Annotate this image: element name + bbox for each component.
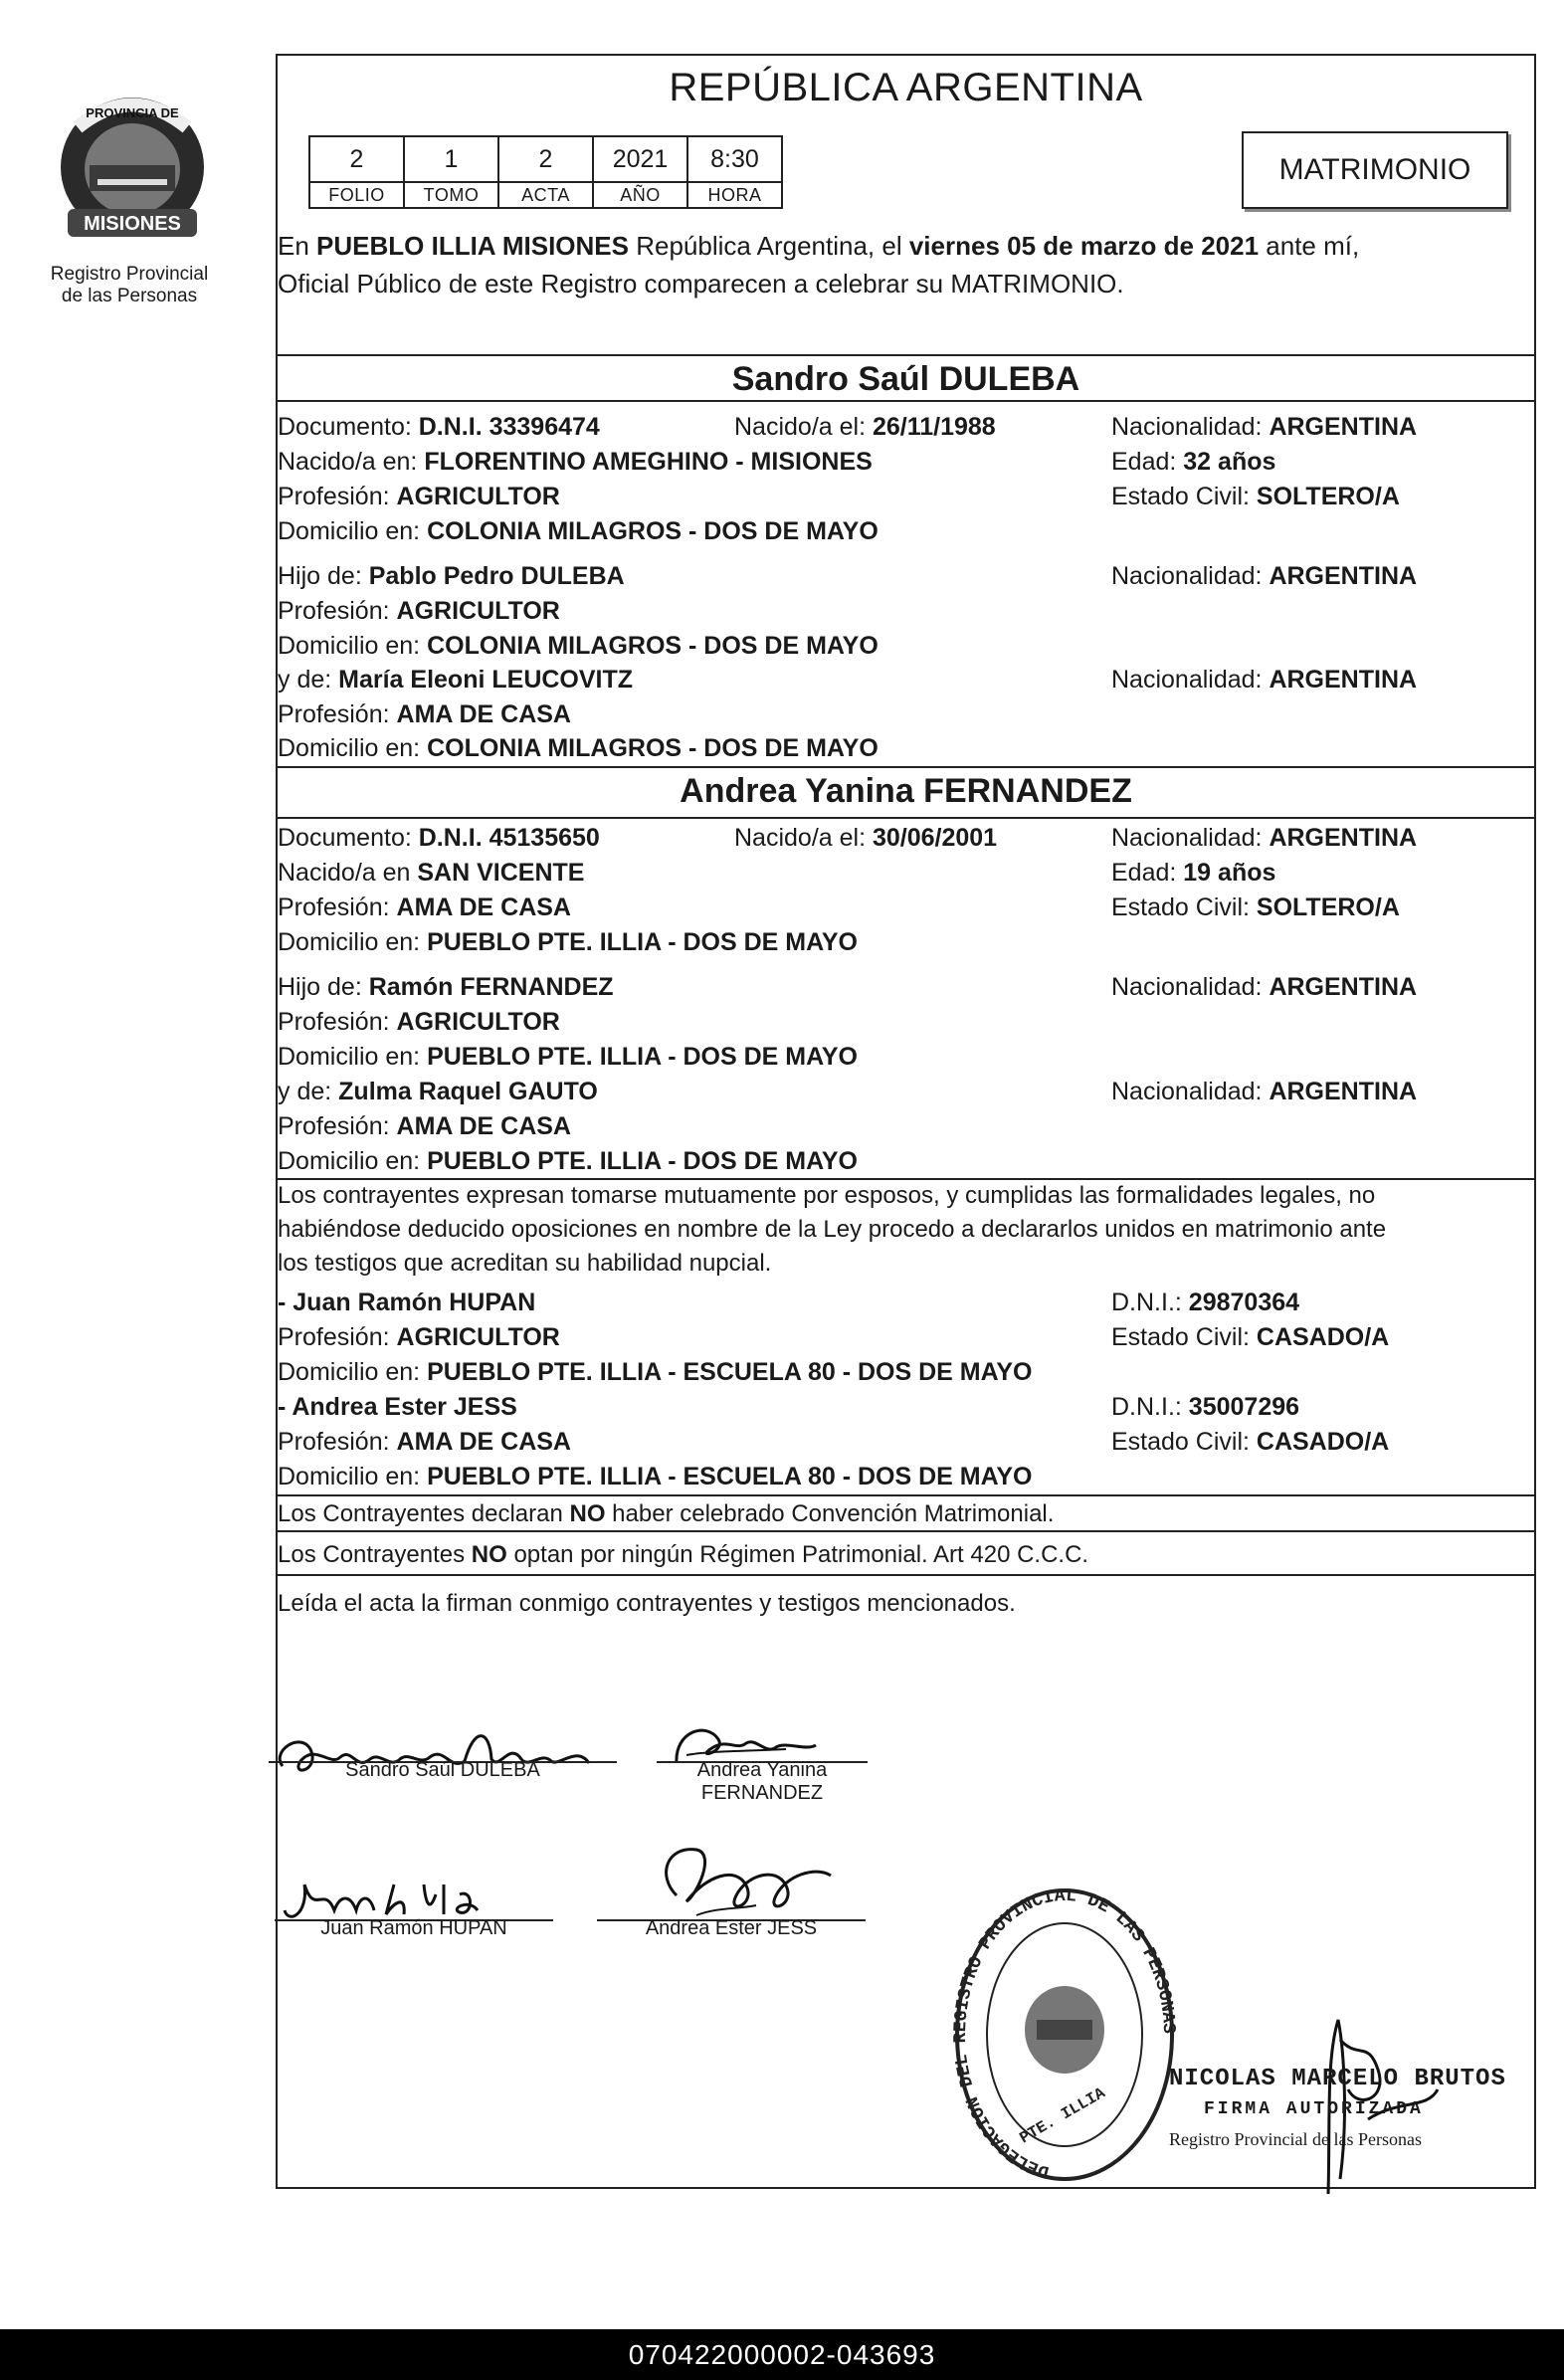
witness2-address: [278, 1462, 1032, 1491]
signature-caption-andrea-yanina: [657, 1759, 868, 1805]
field-value: COLONIA MILAGROS - DOS DE MAYO: [427, 734, 879, 762]
field-label: Nacido/a el:: [734, 824, 873, 852]
field-label: Nacido/a el:: [734, 413, 873, 441]
field-label: Profesión:: [278, 483, 397, 510]
divider: [276, 354, 1536, 356]
field-value: 30/06/2001: [872, 824, 998, 852]
field-label: y de:: [278, 666, 339, 694]
field-label: Hijo de:: [278, 562, 369, 590]
logo-caption-line1: Registro Provincial: [50, 264, 209, 285]
field-label: Domicilio en:: [278, 517, 428, 545]
regime-statement: [278, 1540, 1088, 1570]
field-value: SOLTERO/A: [1256, 483, 1400, 510]
field-value: D.N.I. 45135650: [418, 824, 600, 852]
seal-text-bottom: MISIONES: [84, 213, 181, 235]
field-label: y de:: [278, 1078, 339, 1105]
folio-value: 2: [309, 136, 404, 182]
field-value: PUEBLO PTE. ILLIA - DOS DE MAYO: [427, 1043, 858, 1071]
spouse1-birthdate: [734, 412, 996, 442]
spouse2-father-address: [278, 1042, 858, 1072]
page-title: REPÚBLICA ARGENTINA: [669, 66, 1143, 109]
spouse2-nationality: [1111, 823, 1417, 853]
intro-line2: Oficial Público de este Registro comparecen a celebrar su MATRIMONIO.: [278, 269, 1124, 298]
intro-date: viernes 05 de marzo de 2021: [908, 231, 1260, 261]
intro-text: República Argentina, el: [628, 231, 909, 261]
convention-statement: [278, 1499, 1054, 1529]
stamp-inner-text: PTE. ILLIA: [1016, 2083, 1109, 2148]
field-label: D.N.I.:: [1111, 1289, 1189, 1316]
field-value: AMA DE CASA: [396, 1428, 571, 1456]
statement-text: haber celebrado Convención Matrimonial.: [605, 1500, 1055, 1527]
seal-icon: [48, 88, 217, 257]
witness1-dni: [1111, 1288, 1299, 1317]
field-label: Edad:: [1111, 448, 1184, 476]
signature-caption-juan-ramon: Juan Ramón HUPAN: [320, 1917, 507, 1939]
registry-values-row: [309, 136, 782, 182]
spouse1-document: [278, 412, 600, 442]
witness2-dni: [1111, 1392, 1299, 1422]
field-value: ARGENTINA: [1269, 973, 1418, 1001]
field-value: 19 años: [1183, 859, 1276, 887]
field-label: Profesión:: [278, 893, 397, 921]
field-label: Estado Civil:: [1111, 483, 1257, 510]
statement-text: Los Contrayentes: [278, 1541, 472, 1568]
spouse1-father: [278, 561, 625, 591]
intro-text: En: [278, 231, 317, 261]
signature-caption-andrea-ester: Andrea Ester JESS: [645, 1917, 818, 1939]
field-value: COLONIA MILAGROS - DOS DE MAYO: [427, 517, 879, 545]
intro-line1: [278, 231, 1359, 261]
spouse1-mother: [278, 665, 633, 694]
field-value: CASADO/A: [1256, 1323, 1390, 1351]
spouse1-civil-status: [1111, 482, 1400, 511]
field-label: Nacionalidad:: [1111, 562, 1270, 590]
field-value: ARGENTINA: [1269, 824, 1418, 852]
field-label: Profesión:: [278, 1428, 397, 1456]
field-label: Nacionalidad:: [1111, 1078, 1270, 1105]
spouse1-father-profession: [278, 596, 560, 626]
declaration-line1: Los contrayentes expresan tomarse mutuamente por esposos, y cumplidas las formalidades legales, no: [278, 1182, 1376, 1209]
spouse1-address: [278, 516, 879, 546]
logo-caption: [20, 264, 239, 307]
field-label: Domicilio en:: [278, 1147, 428, 1175]
field-value: 35007296: [1188, 1393, 1300, 1421]
field-value: D.N.I. 33396474: [418, 413, 600, 441]
field-value: AMA DE CASA: [396, 1112, 571, 1140]
field-value: SAN VICENTE: [417, 859, 585, 887]
spouse1-age: [1111, 447, 1275, 477]
witness1-name: - Juan Ramón HUPAN: [278, 1289, 536, 1316]
tomo-label: TOMO: [404, 182, 498, 208]
witness1-civil-status: [1111, 1322, 1389, 1352]
field-label: Domicilio en:: [278, 734, 428, 762]
acta-label: ACTA: [498, 182, 593, 208]
official-stamp-icon: [945, 1881, 1184, 2199]
field-value: Ramón FERNANDEZ: [368, 973, 614, 1001]
field-value: ARGENTINA: [1269, 562, 1418, 590]
spouse2-father-profession: [278, 1007, 560, 1037]
field-label: Profesión:: [278, 700, 397, 728]
spouse2-mother: [278, 1077, 598, 1106]
field-value: ARGENTINA: [1269, 413, 1418, 441]
field-value: AGRICULTOR: [396, 483, 560, 510]
field-value: AGRICULTOR: [396, 1008, 560, 1036]
spouse1-mother-address: [278, 733, 879, 763]
divider: [276, 400, 1536, 402]
statement-text: optan por ningún Régimen Patrimonial. Art 420 C.C.C.: [506, 1541, 1089, 1568]
officer-role: FIRMA AUTORIZADA: [1204, 2099, 1424, 2119]
spouse2-mother-nationality: [1111, 1077, 1417, 1106]
spouse2-birthplace: [278, 858, 584, 888]
spouse2-father-nationality: [1111, 972, 1417, 1002]
spouse1-mother-nationality: [1111, 665, 1417, 694]
registry-table: [308, 135, 783, 209]
field-label: Hijo de:: [278, 973, 369, 1001]
anio-value: 2021: [593, 136, 687, 182]
spouse2-birthdate: [734, 823, 997, 853]
signature-caption-line2: FERNANDEZ: [700, 1782, 824, 1804]
intro-place: PUEBLO ILLIA MISIONES: [316, 231, 629, 261]
field-value: COLONIA MILAGROS - DOS DE MAYO: [427, 632, 879, 660]
field-label: Estado Civil:: [1111, 1323, 1257, 1351]
spouse1-mother-profession: [278, 699, 571, 729]
tomo-value: 1: [404, 136, 498, 182]
field-label: Domicilio en:: [278, 1463, 428, 1490]
field-value: 29870364: [1188, 1289, 1300, 1316]
field-value: María Eleoni LEUCOVITZ: [338, 666, 634, 694]
spouse2-mother-address: [278, 1146, 858, 1176]
logo-caption-line2: de las Personas: [61, 286, 198, 306]
divider: [276, 766, 1536, 768]
witness1-address: [278, 1357, 1032, 1387]
divider: [276, 1178, 1536, 1180]
divider: [276, 1574, 1536, 1576]
spouse1-name: Sandro Saúl DULEBA: [731, 360, 1080, 398]
field-label: Nacionalidad:: [1111, 824, 1270, 852]
spouse1-father-nationality: [1111, 561, 1417, 591]
field-label: Estado Civil:: [1111, 893, 1257, 921]
field-label: Domicilio en:: [278, 928, 428, 956]
field-label: Profesión:: [278, 1323, 397, 1351]
anio-label: AÑO: [593, 182, 687, 208]
witness2-civil-status: [1111, 1427, 1389, 1457]
document-id-footer: 070422000002-043693: [0, 2329, 1564, 2380]
stamp-ring-path-text: DELEGACION DEL REGISTRO PROVINCIAL DE LAS PERSONAS: [950, 1885, 1179, 2182]
officer-name: NICOLAS MARCELO BRUTOS: [1169, 2066, 1506, 2092]
statement-negation: NO: [569, 1500, 606, 1527]
registry-labels-row: [309, 182, 782, 208]
field-value: ARGENTINA: [1269, 666, 1418, 694]
field-label: Nacionalidad:: [1111, 973, 1270, 1001]
field-label: Domicilio en:: [278, 1358, 428, 1386]
declaration-line2: habiéndose deducido oposiciones en nombre de la Ley procedo a declararlos unidos en matrimonio ante: [278, 1216, 1387, 1243]
field-value: 32 años: [1183, 448, 1276, 476]
divider: [276, 1530, 1536, 1532]
declaration-line3: los testigos que acreditan su habilidad nupcial.: [278, 1250, 772, 1277]
field-label: Nacionalidad:: [1111, 413, 1270, 441]
witness2-name: - Andrea Ester JESS: [278, 1393, 517, 1421]
field-value: Pablo Pedro DULEBA: [368, 562, 625, 590]
intro-text: ante mí,: [1259, 231, 1360, 261]
field-value: AGRICULTOR: [396, 597, 560, 625]
field-label: Profesión:: [278, 597, 397, 625]
field-label: Nacido/a en:: [278, 448, 425, 476]
field-label: Nacido/a en: [278, 859, 418, 887]
seal-text-top: PROVINCIA DE: [86, 105, 179, 120]
spouse2-mother-profession: [278, 1111, 571, 1141]
field-label: Domicilio en:: [278, 1043, 428, 1071]
field-value: CASADO/A: [1256, 1428, 1390, 1456]
folio-label: FOLIO: [309, 182, 404, 208]
spouse2-age: [1111, 858, 1275, 888]
field-value: PUEBLO PTE. ILLIA - DOS DE MAYO: [427, 1147, 858, 1175]
field-value: SOLTERO/A: [1256, 893, 1400, 921]
field-value: PUEBLO PTE. ILLIA - DOS DE MAYO: [427, 928, 858, 956]
field-value: 26/11/1988: [872, 413, 996, 441]
divider: [276, 1494, 1536, 1496]
divider: [276, 817, 1536, 819]
document-type-box: MATRIMONIO: [1242, 131, 1508, 209]
field-value: Zulma Raquel GAUTO: [338, 1078, 598, 1105]
spouse2-name: Andrea Yanina FERNANDEZ: [680, 772, 1132, 810]
hora-label: HORA: [687, 182, 782, 208]
spouse2-address: [278, 927, 858, 957]
spouse2-father: [278, 972, 614, 1002]
closing-statement: Leída el acta la firman conmigo contrayentes y testigos mencionados.: [278, 1590, 1016, 1617]
spouse2-profession: [278, 892, 571, 922]
officer-org: Registro Provincial de las Personas: [1169, 2129, 1422, 2149]
field-value: ARGENTINA: [1269, 1078, 1418, 1105]
spouse2-civil-status: [1111, 892, 1400, 922]
witness2-profession: [278, 1427, 571, 1457]
field-label: Documento:: [278, 824, 419, 852]
field-label: Edad:: [1111, 859, 1184, 887]
field-label: Documento:: [278, 413, 419, 441]
spouse1-profession: [278, 482, 560, 511]
field-value: AMA DE CASA: [396, 893, 571, 921]
province-seal-logo: [48, 88, 217, 257]
field-label: D.N.I.:: [1111, 1393, 1189, 1421]
signature-caption-line1: Andrea Yanina: [696, 1759, 828, 1781]
statement-negation: NO: [471, 1541, 507, 1568]
acta-value: 2: [498, 136, 593, 182]
field-value: AGRICULTOR: [396, 1323, 560, 1351]
field-value: PUEBLO PTE. ILLIA - ESCUELA 80 - DOS DE MAYO: [427, 1358, 1033, 1386]
spouse1-nationality: [1111, 412, 1417, 442]
field-value: AMA DE CASA: [396, 700, 571, 728]
spouse1-birthplace: [278, 447, 873, 477]
signature-caption-sandro: Sandro Saúl DULEBA: [345, 1759, 540, 1781]
witness1-profession: [278, 1322, 560, 1352]
statement-text: Los Contrayentes declaran: [278, 1500, 570, 1527]
field-value: FLORENTINO AMEGHINO - MISIONES: [424, 448, 873, 476]
field-label: Profesión:: [278, 1008, 397, 1036]
spouse1-father-address: [278, 631, 879, 661]
hora-value: 8:30: [687, 136, 782, 182]
field-label: Profesión:: [278, 1112, 397, 1140]
spouse2-document: [278, 823, 600, 853]
field-value: PUEBLO PTE. ILLIA - ESCUELA 80 - DOS DE MAYO: [427, 1463, 1033, 1490]
field-label: Estado Civil:: [1111, 1428, 1257, 1456]
field-label: Nacionalidad:: [1111, 666, 1270, 694]
field-label: Domicilio en:: [278, 632, 428, 660]
